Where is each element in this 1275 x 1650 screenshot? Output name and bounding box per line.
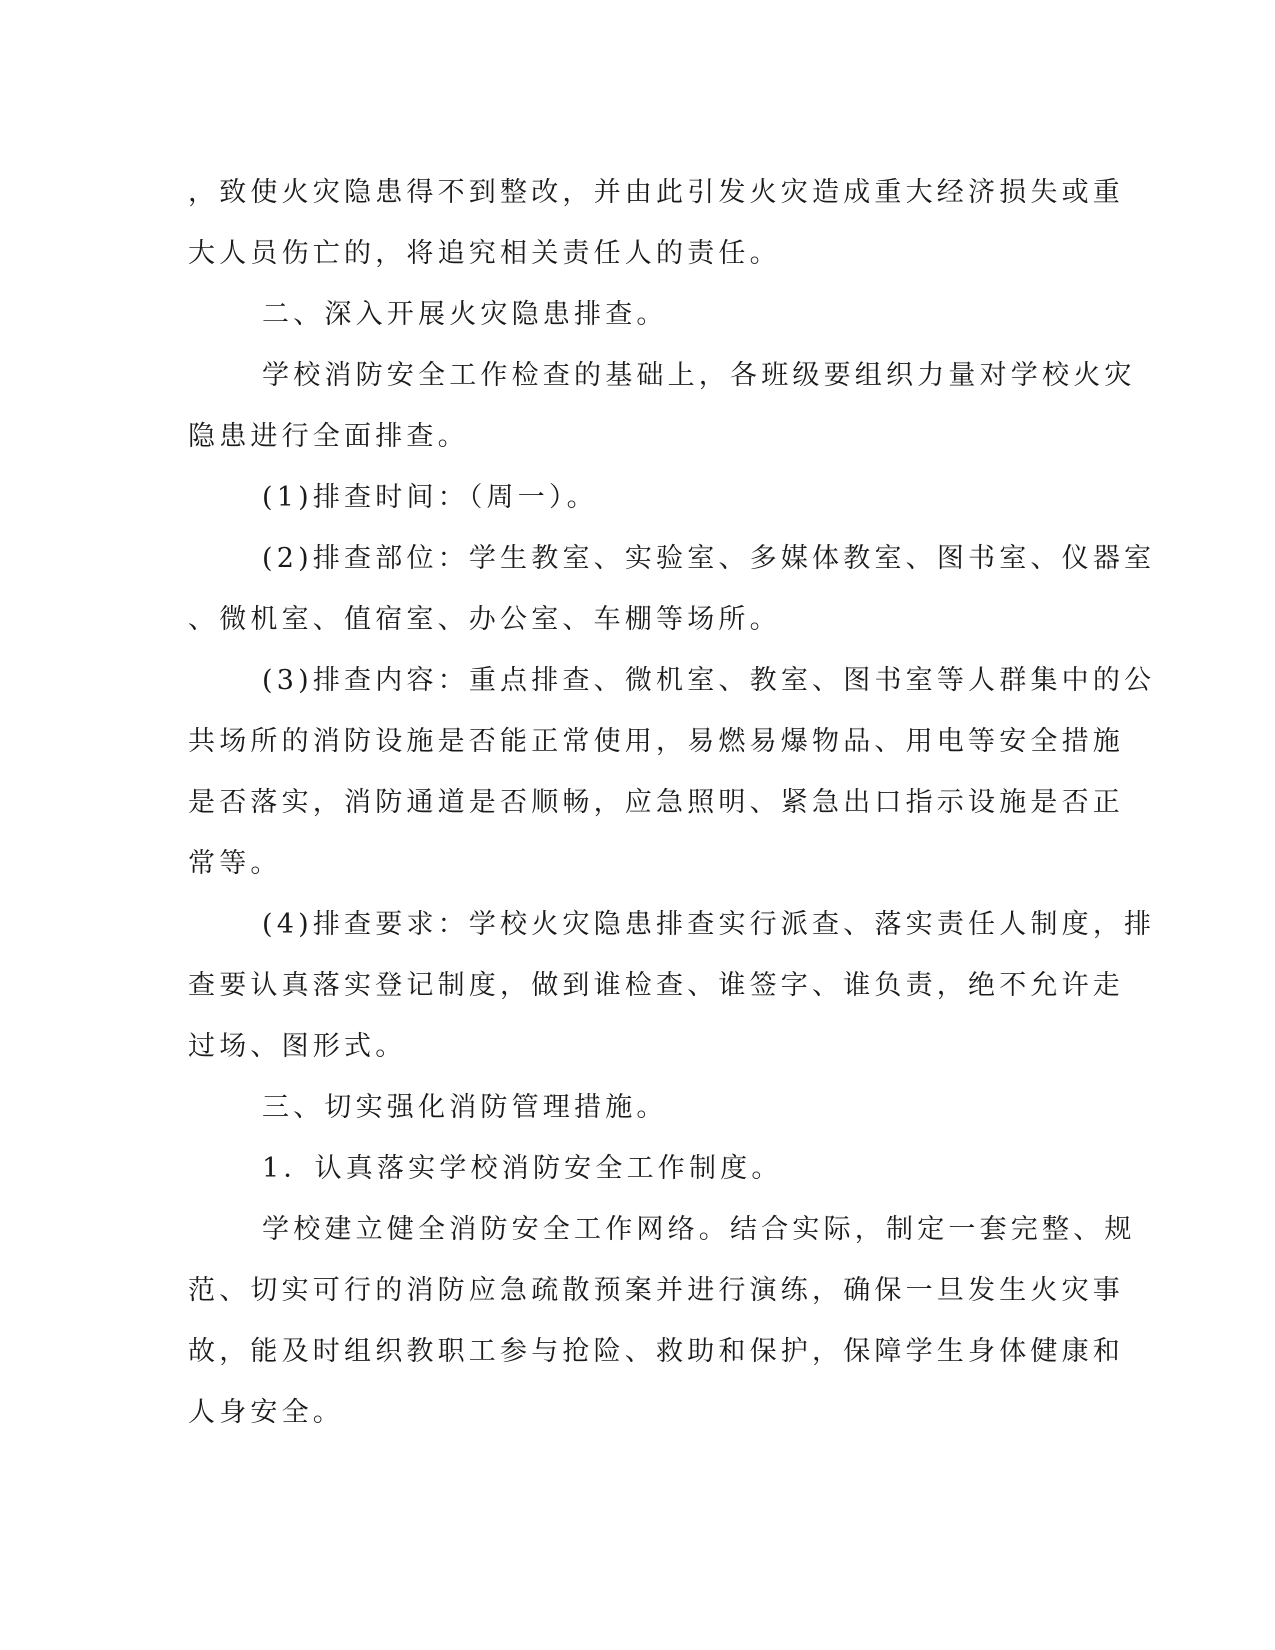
section-heading: 三、切实强化消防管理措施。: [262, 1092, 668, 1123]
document-body: [188, 162, 1156, 1443]
paragraph-9-subheading: [188, 1138, 1088, 1199]
text-line: 隐患进行全面排查。: [188, 421, 469, 452]
text-line: 查要认真落实登记制度，做到谁检查、谁签字、谁负责，绝不允许走: [188, 970, 1124, 1001]
text-line: 学校建立健全消防安全工作网络。结合实际，制定一套完整、规: [262, 1214, 1136, 1245]
text-line: 是否落实，消防通道是否顺畅，应急照明、紧急出口指示设施是否正: [188, 787, 1124, 818]
text-line: 大人员伤亡的，将追究相关责任人的责任。: [188, 238, 781, 269]
list-item: (1)排查时间：（周一）。: [262, 482, 598, 513]
section-heading: 二、深入开展火灾隐患排查。: [262, 299, 668, 330]
list-item: (4)排查要求：学校火灾隐患排查实行派查、落实责任人制度，排: [262, 909, 1156, 940]
paragraph-1: [188, 162, 1124, 284]
text-line: 过场、图形式。: [188, 1031, 407, 1062]
paragraph-3: [188, 345, 1136, 467]
text-line: 共场所的消防设施是否能正常使用，易燃易爆物品、用电等安全措施: [188, 726, 1124, 757]
paragraph-7: [188, 894, 1156, 1077]
paragraph-6: [188, 650, 1156, 894]
text-line: 故，能及时组织教职工参与抢险、救助和保护，保障学生身体健康和: [188, 1336, 1124, 1367]
text-line: 范、切实可行的消防应急疏散预案并进行演练，确保一旦发生火灾事: [188, 1275, 1124, 1306]
paragraph-2-heading: [188, 284, 1088, 345]
text-line: 、微机室、值宿室、办公室、车棚等场所。: [188, 604, 781, 635]
paragraph-4: [188, 467, 1088, 528]
subsection-heading: 1．认真落实学校消防安全工作制度。: [262, 1153, 783, 1184]
text-line: 学校消防安全工作检查的基础上，各班级要组织力量对学校火灾: [262, 360, 1136, 391]
paragraph-5: [188, 528, 1156, 650]
list-item: (3)排查内容：重点排查、微机室、教室、图书室等人群集中的公: [262, 665, 1156, 696]
text-line: 人身安全。: [188, 1397, 344, 1428]
paragraph-10: [188, 1199, 1136, 1443]
list-item: (2)排查部位：学生教室、实验室、多媒体教室、图书室、仪器室: [262, 543, 1156, 574]
paragraph-8-heading: [188, 1077, 1088, 1138]
text-line: ，致使火灾隐患得不到整改，并由此引发火灾造成重大经济损失或重: [188, 177, 1124, 208]
text-line: 常等。: [188, 848, 282, 879]
